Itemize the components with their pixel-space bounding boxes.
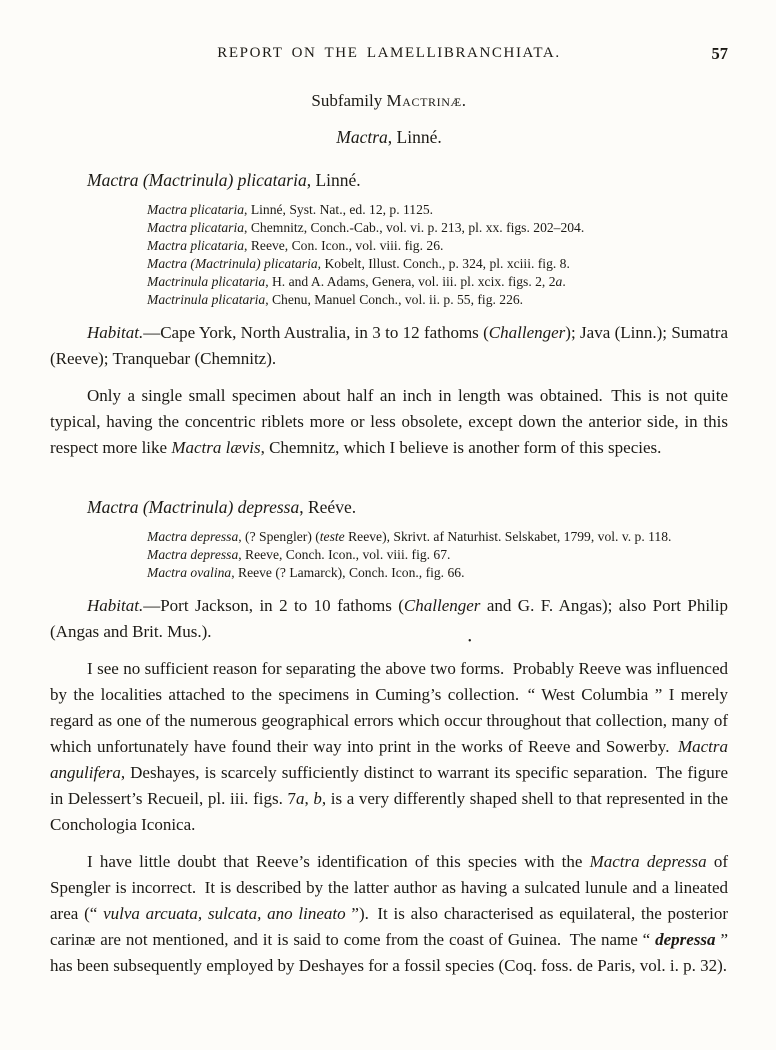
synonymy-list-depressa [50,528,728,582]
genus-heading: Mactra, Linné. [336,127,442,147]
synonymy-entry: Mactra plicataria, Reeve, Con. Icon., vol. viii. fig. 26. [147,238,444,253]
synonymy-list-plicataria [50,201,728,309]
synonymy-entry: Mactra depressa, Reeve, Conch. Icon., vol. viii. fig. 67. [147,547,451,562]
species-heading-depressa: Mactra (Mactrinula) depressa, Reéve. [87,497,357,517]
synonymy-entry: Mactra plicataria, Chemnitz, Conch.-Cab., vol. vi. p. 213, pl. xx. figs. 202–204. [147,220,585,235]
habitat-paragraph-depressa: Habitat.—Port Jackson, in 2 to 10 fathoms (Challenger and G. F. Angas); also Port Philip (Angas and Brit. Mus.). [50,596,728,641]
habitat-paragraph-plicataria: Habitat.—Cape York, North Australia, in 3 to 12 fathoms (Challenger); Java (Linn.); Sumatra (Reeve); Tranquebar (Chemnitz). [50,323,728,368]
remarks-paragraph-plicataria: Only a single small specimen about half an inch in length was obtained. This is not quite typical, having the concentric riblets more or less obsolete, except down the anterior side, in this respect more like Mactra lævis, Chemnitz, which I believe is another form of this species. [50,386,728,457]
synonymy-entry: Mactra ovalina, Reeve (? Lamarck), Conch. Icon., fig. 66. [147,565,465,580]
page-number: 57 [711,44,728,63]
synonymy-entry: Mactra plicataria, Linné, Syst. Nat., ed. 12, p. 1125. [147,202,434,217]
synonymy-entry: Mactra depressa, (? Spengler) (teste Reeve), Skrivt. af Naturhist. Selskabet, 1799, vol. v. p. 118. [147,529,672,544]
synonymy-entry: Mactrinula plicataria, Chenu, Manuel Conch., vol. ii. p. 55, fig. 226. [147,292,524,307]
synonymy-entry: Mactra (Mactrinula) plicataria, Kobelt, Illust. Conch., p. 324, pl. xciii. fig. 8. [147,256,570,271]
running-head [50,44,728,66]
species-heading-plicataria: Mactra (Mactrinula) plicataria, Linné. [87,170,361,190]
discussion-paragraph-1: I see no sufficient reason for separating the above two forms. Probably Reeve was influenced by the localities attached to the specimens in Cuming’s collection. “ West Columbia ” I merely regard as one of the numerous geographical errors which occur throughout that collection, many of which unfortunately have found their way into print in the works of Reeve and Sowerby. Mactra angulifera, Deshayes, is scarcely sufficiently distinct to warrant its specific separation. The figure in Delessert’s Recueil, pl. iii. figs. 7a, b, is a very differently shaped shell to that represented in the Conchologia Iconica. [50,659,728,834]
ink-dot-artifact: • [468,636,472,647]
discussion-paragraph-2: I have little doubt that Reeve’s identification of this species with the Mactra depressa of Spengler is incorrect. It is described by the latter author as having a sulcated lunule and a lineated area (“ vulva arcuata, sulcata, ano lineato ”). It is also characterised as equilateral, the posterior carinæ are not mentioned, and it is said to come from the coast of Guinea. The name “ depressa ” has been subsequently employed by Deshayes for a fossil species (Coq. foss. de Paris, vol. i. p. 32). [50,852,728,975]
synonymy-entry: Mactrinula plicataria, H. and A. Adams, Genera, vol. iii. pl. xcix. figs. 2, 2a. [147,274,566,289]
subfamily-heading: Subfamily Mactrinæ. [311,91,467,110]
running-title: REPORT ON THE LAMELLIBRANCHIATA. [217,45,561,61]
